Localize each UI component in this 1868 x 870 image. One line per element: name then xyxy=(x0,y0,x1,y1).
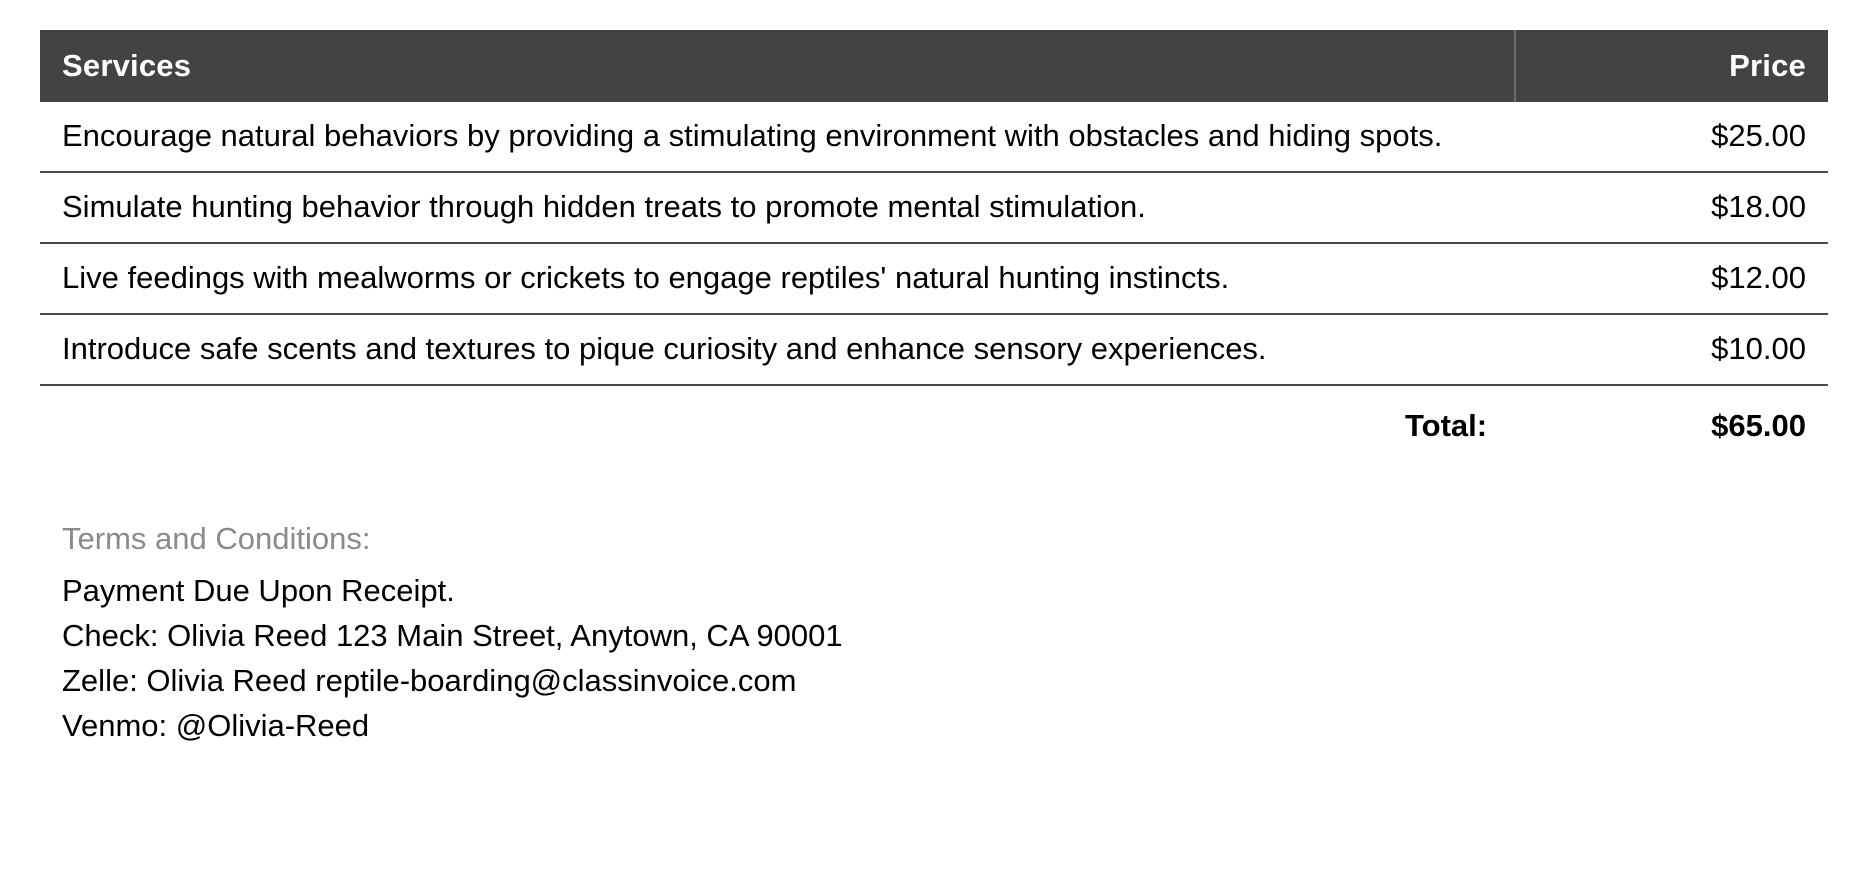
table-row xyxy=(40,314,1828,385)
total-row xyxy=(40,385,1828,461)
service-description: Simulate hunting behavior through hidden treats to promote mental stimulation. xyxy=(40,172,1515,243)
column-header-price: Price xyxy=(1515,30,1828,102)
terms-line-zelle: Zelle: Olivia Reed reptile-boarding@classinvoice.com xyxy=(62,663,797,699)
service-description: Encourage natural behaviors by providing a stimulating environment with obstacles and hiding spots. xyxy=(40,102,1515,172)
terms-line-check: Check: Olivia Reed 123 Main Street, Anytown, CA 90001 xyxy=(62,618,843,654)
terms-and-conditions-section xyxy=(40,521,1828,749)
table-header xyxy=(40,30,1828,102)
table-body xyxy=(40,102,1828,461)
total-value: $65.00 xyxy=(1711,408,1806,444)
service-description: Live feedings with mealworms or crickets to engage reptiles' natural hunting instincts. xyxy=(40,243,1515,314)
table-header-row xyxy=(40,30,1828,102)
service-description: Introduce safe scents and textures to pique curiosity and enhance sensory experiences. xyxy=(40,314,1515,385)
terms-line-payment: Payment Due Upon Receipt. xyxy=(62,573,455,609)
service-price: $12.00 xyxy=(1515,243,1828,314)
service-price: $18.00 xyxy=(1515,172,1828,243)
table-row xyxy=(40,102,1828,172)
service-price: $25.00 xyxy=(1515,102,1828,172)
service-price: $10.00 xyxy=(1515,314,1828,385)
column-header-services: Services xyxy=(40,30,1515,102)
terms-line-venmo: Venmo: @Olivia-Reed xyxy=(62,708,370,744)
table-row xyxy=(40,172,1828,243)
total-label: Total: xyxy=(1405,408,1488,444)
table-row xyxy=(40,243,1828,314)
services-table xyxy=(40,30,1828,461)
terms-title: Terms and Conditions: xyxy=(62,521,371,557)
